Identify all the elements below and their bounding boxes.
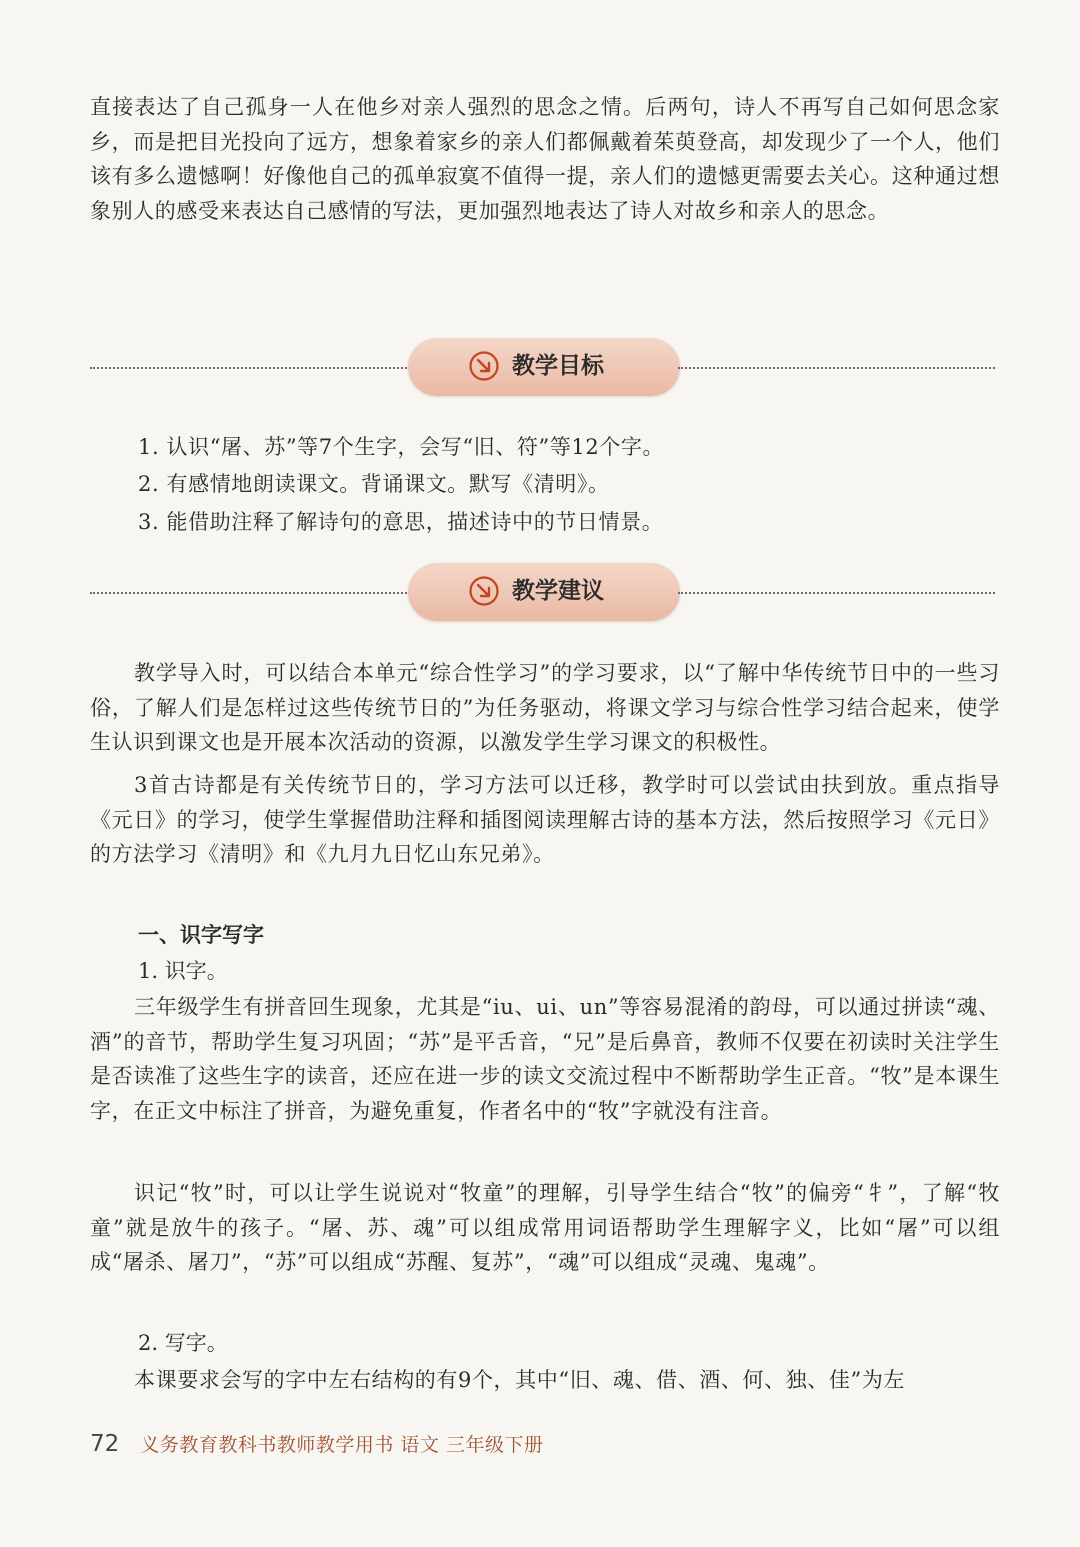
page-number: 72 — [90, 1431, 120, 1457]
suggestion-paragraph: 3首古诗都是有关传统节日的，学习方法可以迁移，教学时可以尝试由扶到放。重点指导《元日》的学习，使学生掌握借助注释和插图阅读理解古诗的基本方法，然后按照学习《元日》的方法学习《清明》和《九月九日忆山东兄弟》。 — [90, 773, 1000, 866]
write-paragraph: 本课要求会写的字中左右结构的有9个，其中“旧、魂、借、酒、何、独、佳”为左 — [134, 1368, 906, 1392]
suggestions-section-header — [90, 563, 995, 623]
goals-title-pill — [408, 338, 680, 396]
divider-right — [678, 592, 995, 594]
goals-section-header — [90, 338, 995, 398]
page-footer — [90, 1430, 543, 1457]
recognize-paragraph: 三年级学生有拼音回生现象，尤其是“iu、ui、un”等容易混淆的韵母，可以通过拼读“魂、酒”的音节，帮助学生复习巩固；“苏”是平舌音，“兄”是后鼻音，教师不仅要在初读时关注学生是否读准了这些生字的读音，还应在进一步的读文交流过程中不断帮助学生正音。“牧”是本课生字，在正文中标注了拼音，为避免重复，作者名中的“牧”字就没有注音。 — [90, 995, 1000, 1123]
write-subheading: 2. 写字。 — [138, 1331, 228, 1355]
recognize-paragraph: 识记“牧”时，可以让学生说说对“牧童”的理解，引导学生结合“牧”的偏旁“牜”，了解“牧童”就是放牛的孩子。“屠、苏、魂”可以组成常用词语帮助学生理解字义，比如“屠”可以组成“屠杀、屠刀”，“苏”可以组成“苏醒、复苏”，“魂”可以组成“灵魂、鬼魂”。 — [90, 1181, 1000, 1274]
divider-left — [90, 592, 410, 594]
goal-item: 1. 认识“屠、苏”等7个生字，会写“旧、符”等12个字。 — [138, 435, 665, 459]
intro-paragraph: 直接表达了自己孤身一人在他乡对亲人强烈的思念之情。后两句，诗人不再写自己如何思念家乡，而是把目光投向了远方，想象着家乡的亲人们都佩戴着茱萸登高，却发现少了一个人，他们该有多么遗憾啊！好像他自己的孤单寂寞不值得一提，亲人们的遗憾更需要去关心。这种通过想象别人的感受来表达自己感情的写法，更加强烈地表达了诗人对故乡和亲人的思念。 — [90, 95, 1000, 223]
divider-right — [678, 367, 995, 369]
arrow-down-right-circle-icon — [468, 575, 500, 607]
book-title: 义务教育教科书教师教学用书 语文 三年级下册 — [140, 1434, 544, 1456]
goals-title: 教学目标 — [512, 353, 604, 379]
suggestions-title-pill — [408, 563, 680, 621]
goal-item: 3. 能借助注释了解诗句的意思，描述诗中的节日情景。 — [138, 510, 664, 534]
divider-left — [90, 367, 410, 369]
suggestions-title: 教学建议 — [512, 578, 604, 604]
recognize-subheading: 1. 识字。 — [138, 959, 228, 983]
part-one-heading: 一、识字写字 — [138, 923, 264, 947]
goal-item: 2. 有感情地朗读课文。背诵课文。默写《清明》。 — [138, 472, 610, 496]
arrow-down-right-circle-icon — [468, 350, 500, 382]
suggestion-paragraph: 教学导入时，可以结合本单元“综合性学习”的学习要求，以“了解中华传统节日中的一些习俗，了解人们是怎样过这些传统节日的”为任务驱动，将课文学习与综合性学习结合起来，使学生认识到课文也是开展本次活动的资源，以激发学生学习课文的积极性。 — [90, 661, 1000, 754]
